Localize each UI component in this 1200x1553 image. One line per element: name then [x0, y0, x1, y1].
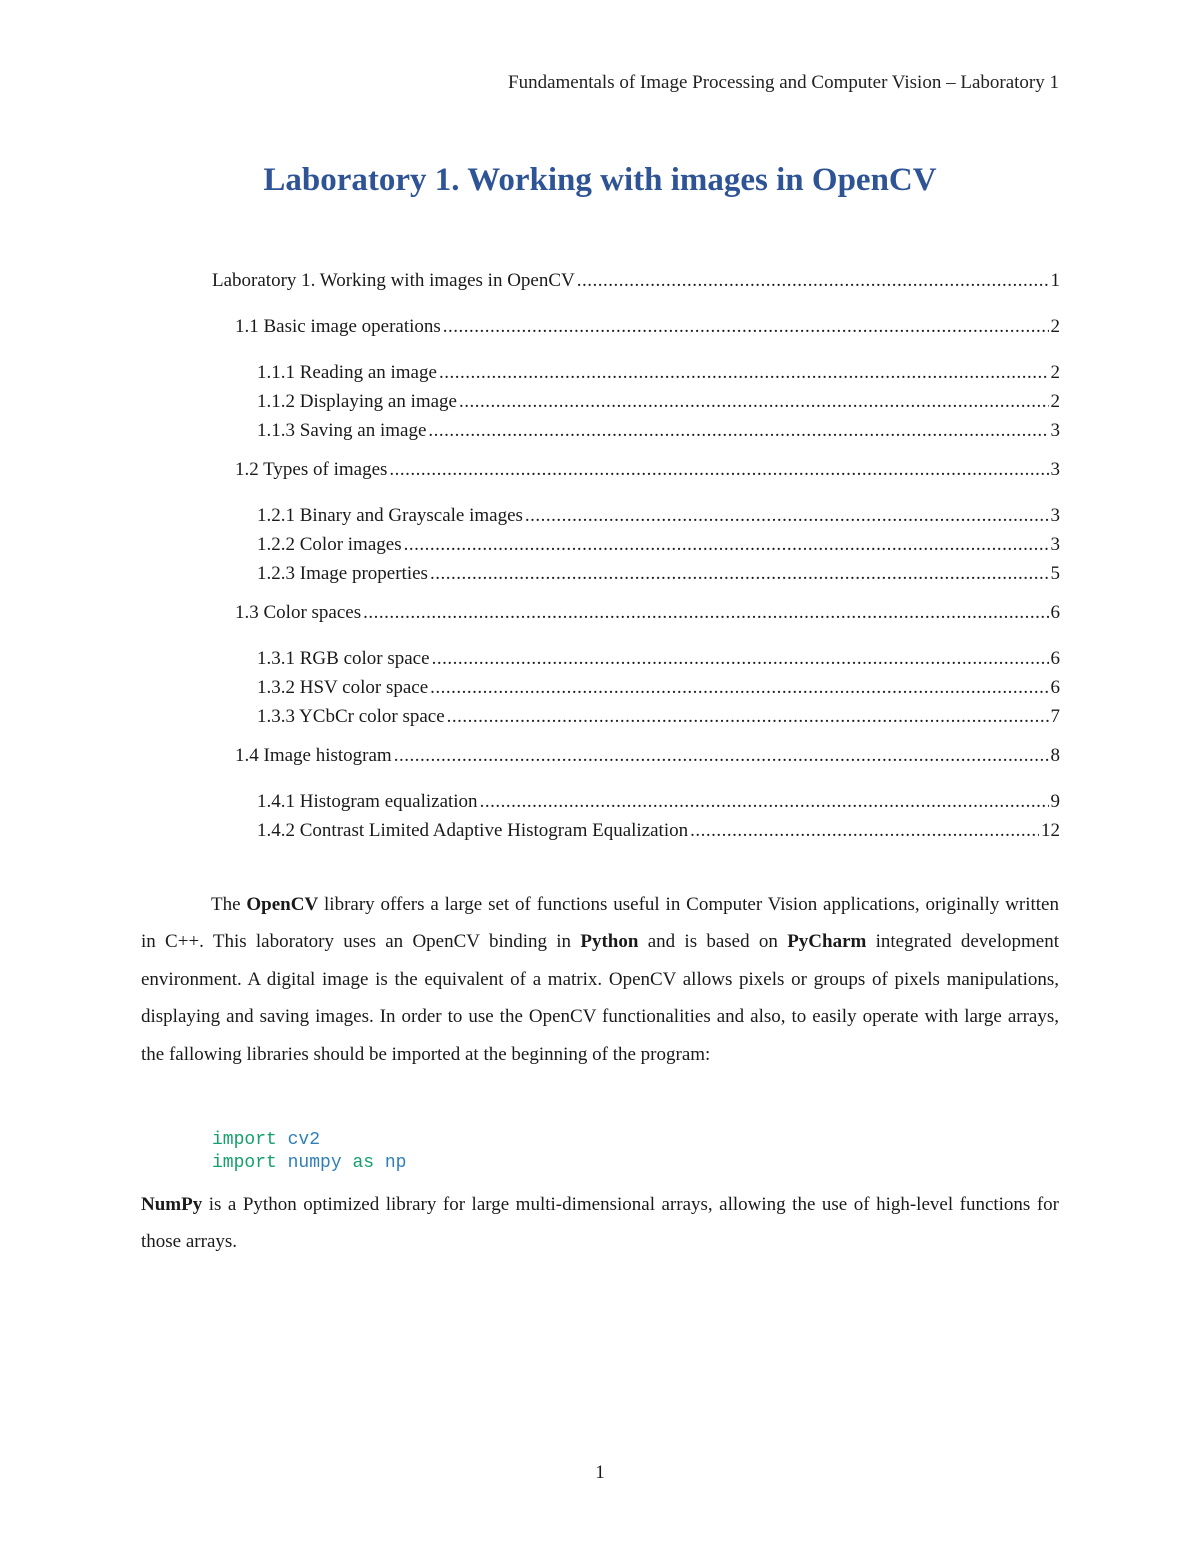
text-run: The — [211, 894, 247, 915]
code-keyword: import — [212, 1153, 277, 1173]
toc-leader-dots — [363, 598, 1048, 627]
toc-entry-label: 1.3.3 YCbCr color space — [257, 706, 445, 727]
toc-leader-dots — [389, 455, 1048, 484]
toc-entry-page: 8 — [1050, 745, 1060, 766]
toc-entry-label: 1.1.2 Displaying an image — [257, 391, 457, 412]
code-keyword: import — [212, 1130, 277, 1150]
toc-leader-dots — [443, 312, 1049, 341]
bold-term-pycharm: PyCharm — [787, 931, 867, 953]
toc-entry-page: 2 — [1050, 362, 1060, 383]
toc-entry-page: 5 — [1050, 563, 1060, 584]
toc-leader-dots — [432, 644, 1049, 673]
toc-entry-label: 1.3 Color spaces — [235, 602, 362, 623]
code-module: numpy — [287, 1153, 342, 1173]
toc-entry-label: 1.2.3 Image properties — [257, 563, 428, 584]
code-module: cv2 — [287, 1130, 321, 1150]
toc-entry[interactable] — [212, 530, 1060, 559]
toc-entry-label: 1.4 Image histogram — [235, 745, 392, 766]
toc-entry-label: 1.2 Types of images — [235, 459, 388, 480]
toc-entry[interactable] — [212, 416, 1060, 445]
toc-entry[interactable] — [212, 673, 1060, 702]
toc-entry-label: 1.4.1 Histogram equalization — [257, 791, 478, 812]
toc-entry-page: 3 — [1050, 534, 1060, 555]
numpy-paragraph — [141, 1186, 1059, 1261]
toc-entry-page: 3 — [1050, 459, 1060, 480]
bold-term-opencv: OpenCV — [246, 894, 319, 915]
toc-leader-dots — [459, 387, 1049, 416]
toc-entry-label: 1.2.2 Color images — [257, 534, 402, 555]
toc-entry-page: 9 — [1050, 791, 1060, 812]
toc-entry[interactable] — [212, 702, 1060, 731]
toc-entry-page: 12 — [1041, 820, 1060, 841]
toc-entry-label: 1.1.1 Reading an image — [257, 362, 437, 383]
toc-entry-page: 6 — [1050, 602, 1060, 623]
toc-entry[interactable] — [212, 816, 1060, 845]
toc-leader-dots — [404, 530, 1049, 559]
table-of-contents — [212, 266, 1060, 845]
toc-entry[interactable] — [212, 787, 1060, 816]
toc-entry-page: 7 — [1050, 706, 1060, 727]
toc-entry-label: 1.1.3 Saving an image — [257, 420, 427, 441]
toc-entry-label: 1.4.2 Contrast Limited Adaptive Histogram Equalization — [257, 820, 689, 841]
toc-entry-label: 1.1 Basic image operations — [235, 316, 441, 337]
toc-leader-dots — [394, 741, 1049, 770]
text-run: is a Python optimized library for large multi-dimensional arrays, allowing the use of high-level functions for those arrays. — [141, 1194, 1059, 1253]
toc-entry-label: 1.3.1 RGB color space — [257, 648, 430, 669]
toc-entry-page: 1 — [1050, 270, 1060, 291]
code-line — [212, 1129, 406, 1152]
bold-term-numpy: NumPy — [141, 1194, 203, 1215]
toc-entry-page: 3 — [1050, 505, 1060, 526]
toc-leader-dots — [690, 816, 1039, 845]
toc-entry[interactable] — [212, 455, 1060, 484]
page-number: 1 — [595, 1462, 605, 1483]
toc-entry-label: 1.3.2 HSV color space — [257, 677, 429, 698]
toc-leader-dots — [577, 266, 1049, 295]
toc-leader-dots — [430, 559, 1049, 588]
text-run: integrated development environment. A digital image is the equivalent of a matrix. OpenCV allows pixels or groups of pixels manipulations, displaying and saving images. In order to use the OpenCV functionalities and also, to easily operate with large arrays, the fallowing libraries should be imported at the beginning of the program: — [141, 931, 1059, 1065]
toc-entry-page: 3 — [1050, 420, 1060, 441]
toc-leader-dots — [428, 416, 1048, 445]
toc-entry[interactable] — [212, 559, 1060, 588]
text-run: library offers a large set of functions useful in Computer Vision applications, originally written in C++. This laboratory uses an OpenCV binding in — [141, 894, 1059, 953]
toc-entry-page: 2 — [1050, 391, 1060, 412]
toc-entry[interactable] — [212, 387, 1060, 416]
toc-entry[interactable] — [212, 266, 1060, 295]
running-header: Fundamentals of Image Processing and Computer Vision – Laboratory 1 — [508, 72, 1059, 93]
code-block — [212, 1129, 406, 1175]
bold-term-python: Python — [580, 931, 639, 953]
toc-entry[interactable] — [212, 741, 1060, 770]
toc-leader-dots — [525, 501, 1049, 530]
code-module: np — [384, 1153, 407, 1173]
toc-entry[interactable] — [212, 501, 1060, 530]
toc-entry[interactable] — [212, 644, 1060, 673]
toc-entry-page: 6 — [1050, 677, 1060, 698]
toc-leader-dots — [430, 673, 1048, 702]
toc-leader-dots — [480, 787, 1049, 816]
page-title: Laboratory 1. Working with images in OpenCV — [263, 162, 937, 198]
toc-entry[interactable] — [212, 312, 1060, 341]
code-line — [212, 1152, 406, 1175]
toc-entry-page: 2 — [1050, 316, 1060, 337]
toc-entry-page: 6 — [1050, 648, 1060, 669]
intro-paragraph — [141, 886, 1059, 1073]
toc-entry[interactable] — [212, 598, 1060, 627]
toc-leader-dots — [439, 358, 1049, 387]
toc-leader-dots — [447, 702, 1049, 731]
code-keyword: as — [352, 1153, 375, 1173]
toc-entry[interactable] — [212, 358, 1060, 387]
text-run: and is based on — [638, 931, 788, 953]
toc-entry-label: 1.2.1 Binary and Grayscale images — [257, 505, 523, 526]
toc-entry-label: Laboratory 1. Working with images in OpenCV — [212, 270, 575, 291]
